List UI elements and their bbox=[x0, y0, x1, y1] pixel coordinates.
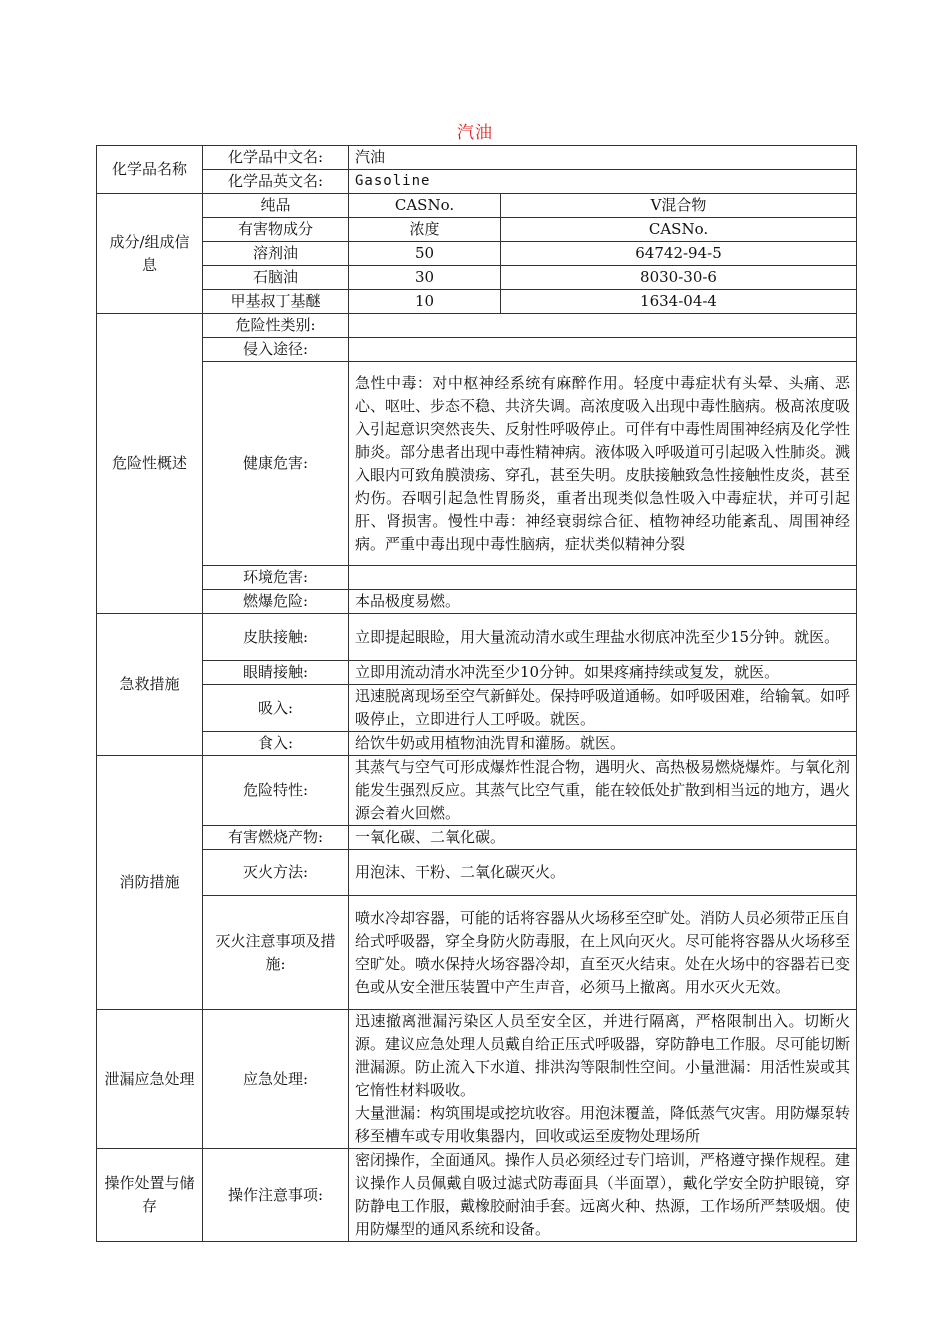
combustion-products-value: 一氧化碳、二氧化碳。 bbox=[349, 826, 857, 850]
hazard-property-value: 其蒸气与空气可形成爆炸性混合物，遇明火、高热极易燃烧爆炸。与氧化剂能发生强烈反应。其蒸气比空气重，能在较低处扩散到相当远的地方，遇火源会着火回燃。 bbox=[349, 756, 857, 826]
component-name: 溶剂油 bbox=[203, 242, 349, 266]
fire-hazard-label: 燃爆危险: bbox=[203, 590, 349, 614]
ingestion-value: 给饮牛奶或用植物油洗胃和灌肠。就医。 bbox=[349, 732, 857, 756]
cn-name-label: 化学品中文名: bbox=[203, 146, 349, 170]
handling-value: 密闭操作，全面通风。操作人员必须经过专门培训，严格遵守操作规程。建议操作人员佩戴自吸过滤式防毒面具（半面罩），戴化学安全防护眼镜，穿防静电工作服，戴橡胶耐油手套。远离火种、热源，工作场所严禁吸烟。使用防爆型的通风系统和设备。 bbox=[349, 1149, 857, 1242]
hazard-component-header: 有害物成分 bbox=[203, 218, 349, 242]
component-cas: 8030-30-6 bbox=[501, 266, 857, 290]
cn-name-value: 汽油 bbox=[349, 146, 857, 170]
env-hazard-label: 环境危害: bbox=[203, 566, 349, 590]
component-conc: 30 bbox=[349, 266, 501, 290]
eye-contact-value: 立即用流动清水冲洗至少10分钟。如果疼痛持续或复发，就医。 bbox=[349, 661, 857, 685]
composition-category: 成分/组成信息 bbox=[97, 194, 203, 314]
emergency-value-part2: 大量泄漏：构筑围堤或挖坑收容。用泡沫覆盖，降低蒸气灾害。用防爆泵转移至槽车或专用收集器内，回收或运至废物处理场所 bbox=[355, 1104, 851, 1145]
env-hazard-value bbox=[349, 566, 857, 590]
extinguish-method-value: 用泡沫、干粉、二氧化碳灭火。 bbox=[349, 850, 857, 896]
en-name-value: Gasoline bbox=[349, 170, 857, 194]
inhalation-value: 迅速脱离现场至空气新鲜处。保持呼吸道通畅。如呼吸困难，给输氧。如呼吸停止，立即进行人工呼吸。就医。 bbox=[349, 685, 857, 732]
extinguish-method-label: 灭火方法: bbox=[203, 850, 349, 896]
casno-header: CASNo. bbox=[349, 194, 501, 218]
component-cas: 1634-04-4 bbox=[501, 290, 857, 314]
emergency-value bbox=[349, 1010, 857, 1149]
handling-label: 操作注意事项: bbox=[203, 1149, 349, 1242]
component-name: 石脑油 bbox=[203, 266, 349, 290]
first-aid-category: 急救措施 bbox=[97, 614, 203, 756]
eye-contact-label: 眼睛接触: bbox=[203, 661, 349, 685]
leak-category: 泄漏应急处理 bbox=[97, 1010, 203, 1149]
concentration-header: 浓度 bbox=[349, 218, 501, 242]
emergency-label: 应急处理: bbox=[203, 1010, 349, 1149]
identity-category: 化学品名称 bbox=[97, 146, 203, 194]
entry-route-label: 侵入途径: bbox=[203, 338, 349, 362]
component-cas: 64742-94-5 bbox=[501, 242, 857, 266]
emergency-value-part1: 迅速撤离泄漏污染区人员至安全区，并进行隔离，严格限制出入。切断火源。建议应急处理人员戴自给正压式呼吸器，穿防静电工作服。尽可能切断泄漏源。防止流入下水道、排洪沟等限制性空间。小量泄漏：用活性炭或其它惰性材料吸收。 bbox=[355, 1012, 851, 1099]
health-hazard-value: 急性中毒：对中枢神经系统有麻醉作用。轻度中毒症状有头晕、头痛、恶心、呕吐、步态不稳、共济失调。高浓度吸入出现中毒性脑病。极髙浓度吸入引起意识突然丧失、反射性呼吸停止。可伴有中毒性周围神经病及化学性肺炎。部分患者出现中毒性精神病。液体吸入呼吸道可引起吸入性肺炎。溅入眼内可致角膜溃疡、穿孔，甚至失明。皮肤接触致急性接触性皮炎，甚至灼伤。吞咽引起急性胃肠炎，重者出现类似急性吸入中毒症状，并可引起肝、肾损害。慢性中毒：神经衰弱综合征、植物神经功能紊乱、周围神经病。严重中毒出现中毒性脑病，症状类似精神分裂 bbox=[349, 362, 857, 566]
hazard-property-label: 危险特性: bbox=[203, 756, 349, 826]
component-conc: 50 bbox=[349, 242, 501, 266]
hazard-class-value bbox=[349, 314, 857, 338]
fire-fighting-category: 消防措施 bbox=[97, 756, 203, 1010]
entry-route-value bbox=[349, 338, 857, 362]
extinguish-notes-label: 灭火注意事项及措施: bbox=[203, 896, 349, 1010]
component-row bbox=[97, 290, 857, 314]
mixture-header: V混合物 bbox=[501, 194, 857, 218]
en-name-label: 化学品英文名: bbox=[203, 170, 349, 194]
inhalation-label: 吸入: bbox=[203, 685, 349, 732]
skin-contact-value: 立即提起眼睑，用大量流动清水或生理盐水彻底冲洗至少15分钟。就医。 bbox=[349, 614, 857, 661]
component-row bbox=[97, 266, 857, 290]
fire-hazard-value: 本品极度易燃。 bbox=[349, 590, 857, 614]
extinguish-notes-value: 喷水冷却容器，可能的话将容器从火场移至空旷处。消防人员必须带正压自给式呼吸器，穿全身防火防毒服，在上风向灭火。尽可能将容器从火场移至空旷处。喷水保持火场容器冷却，直至灭火结束。处在火场中的容器若已变色或从安全泄压装置中产生声音，必须马上撤离。用水灭火无效。 bbox=[349, 896, 857, 1010]
document-title: 汽油 bbox=[457, 123, 493, 143]
skin-contact-label: 皮肤接触: bbox=[203, 614, 349, 661]
pure-label: 纯品 bbox=[203, 194, 349, 218]
component-conc: 10 bbox=[349, 290, 501, 314]
cas-header: CASNo. bbox=[501, 218, 857, 242]
component-row bbox=[97, 242, 857, 266]
msds-table bbox=[96, 145, 857, 1242]
handling-category: 操作处置与储存 bbox=[97, 1149, 203, 1242]
hazard-class-label: 危险性类别: bbox=[203, 314, 349, 338]
component-name: 甲基叔丁基醚 bbox=[203, 290, 349, 314]
hazard-category: 危险性概述 bbox=[97, 314, 203, 614]
health-hazard-label: 健康危害: bbox=[203, 362, 349, 566]
combustion-products-label: 有害燃烧产物: bbox=[203, 826, 349, 850]
ingestion-label: 食入: bbox=[203, 732, 349, 756]
